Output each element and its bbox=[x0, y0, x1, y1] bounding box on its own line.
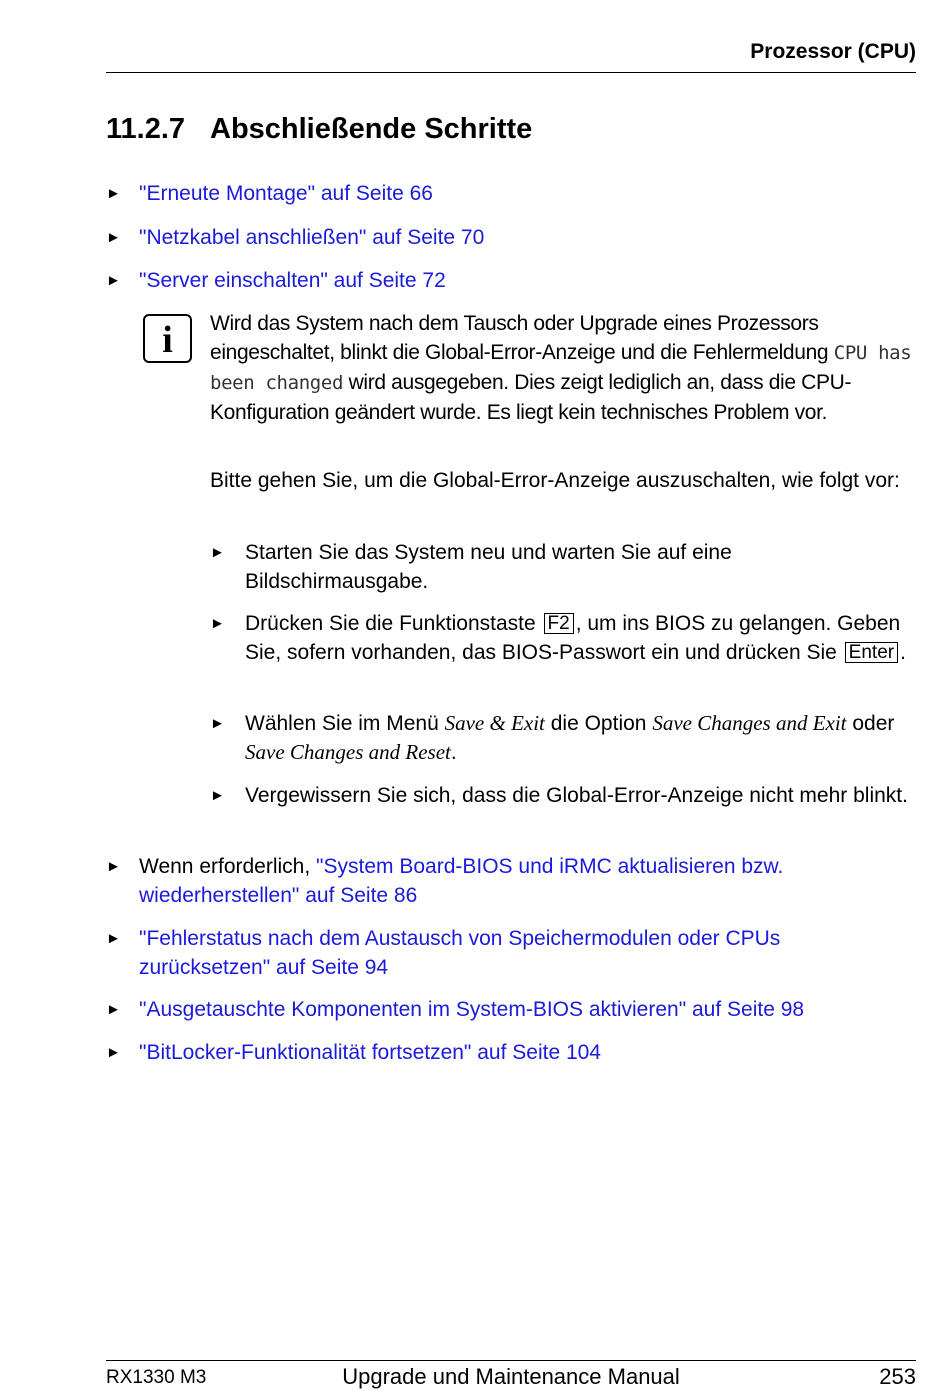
enter-key: Enter bbox=[845, 642, 898, 663]
step-item bbox=[106, 223, 916, 252]
info-icon: i bbox=[143, 314, 192, 363]
link-fehlerstatus-zuruecksetzen[interactable]: "Fehlerstatus nach dem Austausch von Speichermodulen oder CPUs zurücksetzen" auf Seite 94 bbox=[139, 927, 781, 979]
bullet-arrow-icon: ► bbox=[106, 1044, 121, 1061]
header-rule bbox=[106, 72, 916, 73]
step-item: ► Wenn erforderlich, "System Board-BIOS und iRMC aktualisieren bzw. wiederherstellen" auf Seite 86 bbox=[106, 852, 916, 910]
step-item bbox=[106, 1038, 916, 1067]
bullet-arrow-icon: ► bbox=[210, 787, 225, 804]
note-paragraph: Wird das System nach dem Tausch oder Upgrade eines Prozessors eingeschaltet, blinkt die Global-Error-Anzeige und die Fehlermeldung CPU has been changed wird ausgegeben. Dies zeigt lediglich an, dass die CPU-Konfiguration geändert wurde. Es liegt kein technisches Problem vor. bbox=[210, 312, 912, 424]
sub-step-item: ► Starten Sie das System neu und warten Sie auf eine Bildschirmausgabe. bbox=[210, 538, 916, 596]
bullet-arrow-icon: ► bbox=[210, 715, 225, 732]
bullet-arrow-icon: ► bbox=[106, 858, 121, 875]
menu-name: Save & Exit bbox=[444, 711, 545, 735]
bullet-arrow-icon: ► bbox=[210, 544, 225, 561]
link-bios-irmc-aktualisieren[interactable]: "System Board-BIOS und iRMC aktualisieren bzw. wiederherstellen" auf Seite 86 bbox=[139, 855, 784, 907]
page-header-title: Prozessor (CPU) bbox=[750, 40, 916, 63]
bullet-arrow-icon: ► bbox=[106, 930, 121, 947]
option-save-reset: Save Changes and Reset bbox=[245, 740, 451, 764]
step-item bbox=[106, 266, 916, 295]
note-instruction: Bitte gehen Sie, um die Global-Error-Anzeige auszuschalten, wie folgt vor: bbox=[210, 469, 900, 492]
step-item bbox=[106, 995, 916, 1024]
bullet-arrow-icon: ► bbox=[106, 229, 121, 246]
sub-step-item: ► Wählen Sie im Menü Save & Exit die Option Save Changes and Exit oder Save Changes and Reset. bbox=[210, 711, 895, 764]
link-bitlocker-fortsetzen[interactable]: "BitLocker-Funktionalität fortsetzen" auf Seite 104 bbox=[139, 1041, 601, 1064]
sub-step-item: ► Drücken Sie die Funktionstaste F2 , um ins BIOS zu gelangen. Geben Sie, sofern vorhanden, das BIOS-Passwort ein und drücken Sie Enter . bbox=[210, 609, 916, 667]
bullet-arrow-icon: ► bbox=[106, 185, 121, 202]
footer-page-number: 253 bbox=[879, 1364, 916, 1389]
section-title: Abschließende Schritte bbox=[210, 113, 533, 145]
bullet-arrow-icon: ► bbox=[106, 1001, 121, 1018]
footer-manual-title: Upgrade und Maintenance Manual bbox=[342, 1364, 680, 1389]
sub-step-item: ► Vergewissern Sie sich, dass die Global-Error-Anzeige nicht mehr blinkt. bbox=[210, 781, 916, 810]
footer-model: RX1330 M3 bbox=[106, 1367, 207, 1388]
footer-rule bbox=[106, 1360, 916, 1361]
option-save-exit: Save Changes and Exit bbox=[652, 711, 847, 735]
section-number: 11.2.7 bbox=[106, 113, 186, 145]
step-item bbox=[106, 924, 916, 982]
link-komponenten-aktivieren[interactable]: "Ausgetauschte Komponenten im System-BIOS aktivieren" auf Seite 98 bbox=[139, 998, 805, 1021]
error-message-code: CPU has been changed bbox=[210, 342, 912, 394]
step-item bbox=[106, 179, 916, 208]
section-heading bbox=[106, 113, 532, 146]
link-server-einschalten[interactable]: "Server einschalten" auf Seite 72 bbox=[139, 269, 446, 292]
link-erneute-montage[interactable]: "Erneute Montage" auf Seite 66 bbox=[139, 182, 433, 205]
bullet-arrow-icon: ► bbox=[106, 272, 121, 289]
f2-key: F2 bbox=[544, 613, 574, 634]
link-netzkabel-anschliessen[interactable]: "Netzkabel anschließen" auf Seite 70 bbox=[139, 226, 485, 249]
bullet-arrow-icon: ► bbox=[210, 615, 225, 632]
